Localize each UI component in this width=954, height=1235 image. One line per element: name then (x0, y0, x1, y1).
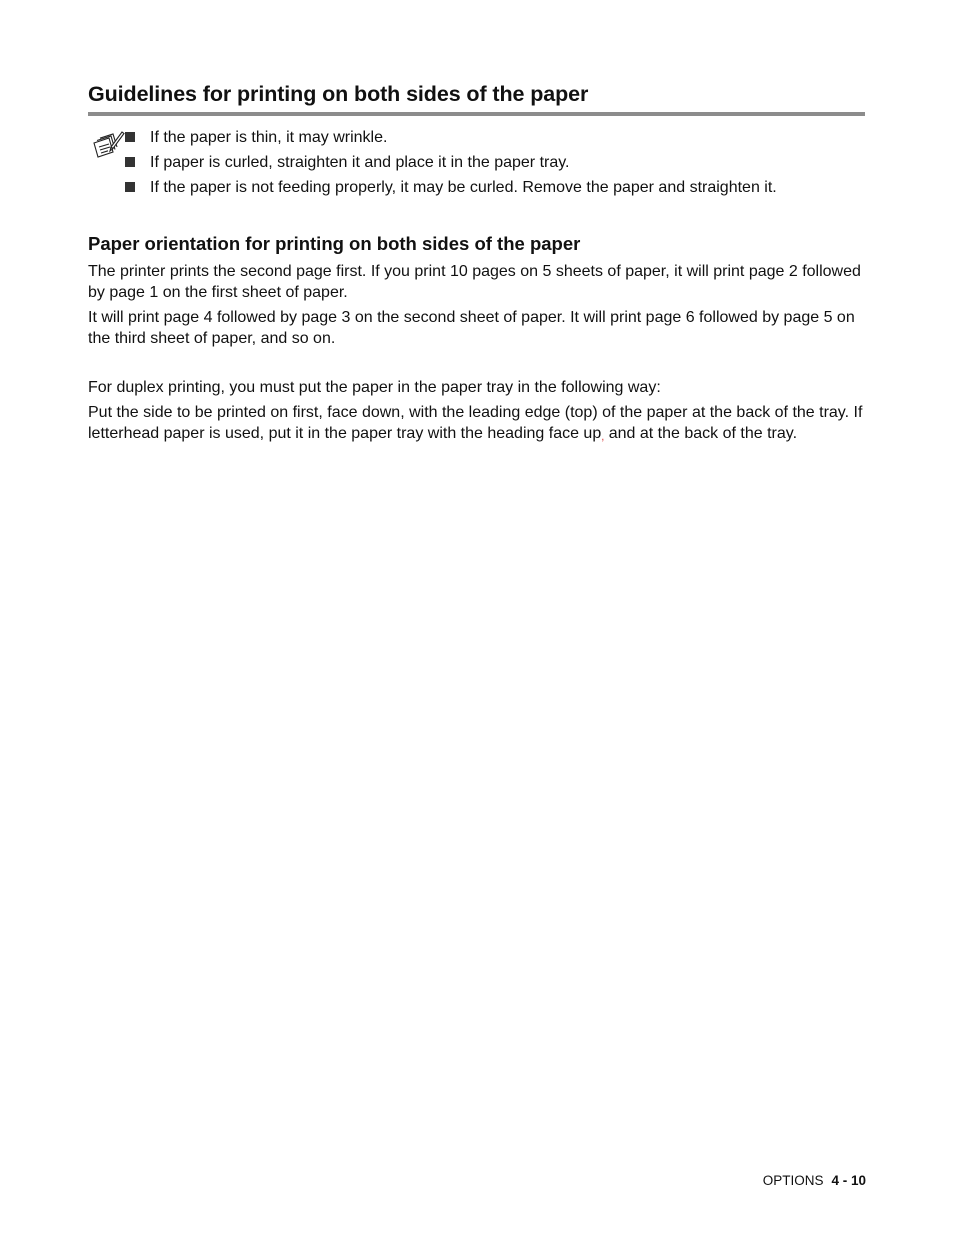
paragraph-text: and at the back of the tray. (604, 424, 798, 442)
paragraph-text: Put the side to be printed on first, face down, with the leading edge (top) of the paper at the back of the tray. If letterhead paper is used, put it in the paper tray with the heading face up (88, 404, 863, 442)
paragraph: It will print page 4 followed by page 3 on the second sheet of paper. It will print page 6 followed by page 5 on the third sheet of paper, and so on. (88, 309, 855, 347)
note-text: If paper is curled, straighten it and place it in the paper tray. (150, 154, 570, 171)
bullet-square-icon (125, 157, 135, 167)
bullet-square-icon (125, 132, 135, 142)
paragraph (88, 403, 868, 447)
section-heading: Guidelines for printing on both sides of the paper (88, 82, 589, 106)
page-footer (700, 1173, 866, 1188)
page-number: 4 - 10 (831, 1173, 866, 1188)
footer-section: OPTIONS (762, 1173, 824, 1188)
heading-rule (88, 112, 865, 116)
subsection-heading: Paper orientation for printing on both sides of the paper (88, 233, 581, 254)
bullet-square-icon (125, 182, 135, 192)
note-text: If the paper is not feeding properly, it may be curled. Remove the paper and straighten it. (150, 179, 777, 196)
paragraph: For duplex printing, you must put the paper in the paper tray in the following way: (88, 379, 661, 396)
paragraph: The printer prints the second page first. If you print 10 pages on 5 sheets of paper, it will print page 2 followed by page 1 on the first sheet of paper. (88, 263, 861, 301)
revision-mark: , (601, 430, 605, 443)
note-text: If the paper is thin, it may wrinkle. (150, 129, 388, 146)
note-pencil-icon (91, 130, 125, 160)
